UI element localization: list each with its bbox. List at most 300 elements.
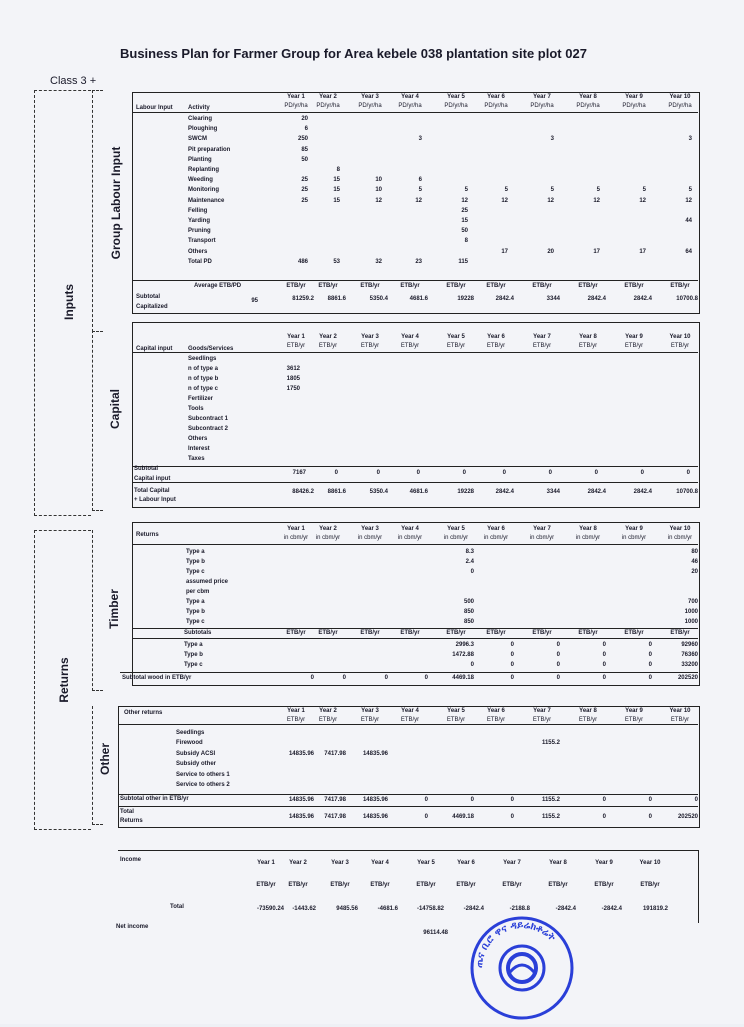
timber-unit-5: in cbm/yr <box>443 535 469 541</box>
other-year-6: Year 6 <box>487 708 505 714</box>
stamp-text: ጤና ቢሮ ዋና ዳይሬክቶሬት <box>473 919 558 969</box>
timber-unit-8: in cbm/yr <box>575 535 601 541</box>
capital-unit-5: ETB/yr <box>446 343 466 349</box>
capital-total-cell: 5350.4 <box>369 489 388 495</box>
timber-subtotal-label: Subtotal wood in ETB/yr <box>122 675 192 681</box>
labour-cell: 12 <box>461 197 468 204</box>
timber-value-cell: 2996.3 <box>455 642 474 648</box>
income-year: Year 5 <box>417 860 435 866</box>
timber-year-2: Year 2 <box>319 526 337 532</box>
other-subtotal-cell: 14835.96 <box>362 797 388 803</box>
other-row-label: Subsidy ACSI <box>176 750 216 757</box>
timber-year-9: Year 9 <box>625 526 643 532</box>
timber-etb-unit: ETB/yr <box>578 630 598 636</box>
labour-year-8: Year 8 <box>579 94 597 100</box>
labour-row-label: Planting <box>188 156 212 163</box>
income-total-cell: -2842.4 <box>463 906 484 912</box>
other-subtotal-cell: 0 <box>648 797 652 803</box>
labour-row-label: Felling <box>188 207 208 214</box>
net-income-label: Net income <box>116 924 149 930</box>
labour-cell: 25 <box>301 187 308 194</box>
timber-year-7: Year 7 <box>533 526 551 532</box>
labour-cell: 12 <box>547 197 554 204</box>
capital-cell: 1750 <box>286 386 300 392</box>
labour-cell: 5 <box>596 187 600 194</box>
timber-value-cell: 0 <box>602 642 606 648</box>
income-unit: ETB/yr <box>456 882 476 888</box>
labour-cell: 12 <box>501 197 508 204</box>
labour-cell: 85 <box>301 146 308 153</box>
capital-unit-6: ETB/yr <box>486 343 506 349</box>
capital-row-label: Interest <box>188 446 210 452</box>
labour-cell: 5 <box>642 187 646 194</box>
timber-year-10: Year 10 <box>669 526 691 532</box>
other-year-2: Year 2 <box>319 708 337 714</box>
capital-total-cell: 2842.4 <box>495 489 514 495</box>
labour-row-label: Transport <box>188 238 216 245</box>
labour-subtotal-cell: 2842.4 <box>587 296 606 302</box>
labour-cell: 12 <box>639 197 646 204</box>
svg-text:ጤና ቢሮ ዋና ዳይሬክቶሬት <box>474 920 558 968</box>
avg-value: 95 <box>251 298 258 304</box>
capital-total-cell: 10700.8 <box>676 489 698 495</box>
labour-col-head: Labour Input <box>136 105 173 111</box>
other-unit-8: ETB/yr <box>578 717 598 723</box>
labour-row-label: Weeding <box>188 177 213 184</box>
timber-etb-unit: ETB/yr <box>318 630 338 636</box>
labour-cell: 12 <box>415 197 422 204</box>
capital-subtotal-cell: 0 <box>334 470 338 476</box>
other-subtotal-cell: 0 <box>470 797 474 803</box>
labour-unit-10: PD/yr/ha <box>668 103 692 109</box>
timber-row-label: Type a <box>186 599 205 605</box>
timber-value-cell: 33200 <box>681 662 698 668</box>
total-returns-cell: 7417.98 <box>324 814 346 820</box>
capital-total-cell: 2842.4 <box>587 489 606 495</box>
other-unit-3: ETB/yr <box>360 717 380 723</box>
total-capital-label: Total Capital <box>134 488 170 494</box>
capital-total-cell: 2842.4 <box>633 489 652 495</box>
labour-year-5: Year 5 <box>447 94 465 100</box>
capital-unit-9: ETB/yr <box>624 343 644 349</box>
labour-cell: 6 <box>304 126 308 133</box>
timber-etb-unit: ETB/yr <box>670 630 690 636</box>
returns-col-head: Returns <box>136 532 159 538</box>
other-col-head: Other returns <box>124 710 163 716</box>
labour-unit-9: PD/yr/ha <box>622 103 646 109</box>
labour-year-9: Year 9 <box>625 94 643 100</box>
capital-unit-4: ETB/yr <box>400 343 420 349</box>
avg-unit: ETB/yr <box>670 283 690 289</box>
timber-subtotal-cell: 0 <box>510 675 514 681</box>
labour-subtotal-cell: 4681.6 <box>409 296 428 302</box>
income-total-cell: -73590.24 <box>256 906 284 912</box>
labour-cell: 17 <box>639 248 646 255</box>
timber-value-cell: 92960 <box>681 642 698 648</box>
timber-value-cell: 76360 <box>681 652 698 658</box>
timber-cell: 700 <box>687 599 698 605</box>
income-total-cell: 191819.2 <box>642 906 668 912</box>
total-returns-cell: 0 <box>424 814 428 820</box>
timber-unit-6: in cbm/yr <box>483 535 509 541</box>
labour-unit-4: PD/yr/ha <box>398 103 422 109</box>
labour-cell: 23 <box>415 258 422 265</box>
timber-values-line <box>132 638 698 639</box>
capital-subtotal-cell: 0 <box>686 470 690 476</box>
timber-value-cell: 0 <box>556 642 560 648</box>
timber-unit-1: in cbm/yr <box>283 535 309 541</box>
other-unit-2: ETB/yr <box>318 717 338 723</box>
capital-total-cell: 3344 <box>546 489 560 495</box>
labour-year-4: Year 4 <box>401 94 419 100</box>
other-unit-7: ETB/yr <box>532 717 552 723</box>
timber-etb-unit: ETB/yr <box>532 630 552 636</box>
total-returns-cell: 0 <box>648 814 652 820</box>
labour-cell: 15 <box>461 218 468 224</box>
timber-row-label: Type c <box>186 569 205 575</box>
timber-year-5: Year 5 <box>447 526 465 532</box>
other-row-label: Service to others 2 <box>176 782 230 788</box>
labour-header-line <box>132 112 698 113</box>
income-head: Income <box>120 857 142 863</box>
capital-year-3: Year 3 <box>361 334 379 340</box>
avg-unit: ETB/yr <box>446 283 466 289</box>
total-returns-cell: 1155.2 <box>541 814 560 820</box>
other-year-5: Year 5 <box>447 708 465 714</box>
labour-cell: 10 <box>375 177 382 184</box>
income-total-cell: -4681.6 <box>377 906 398 912</box>
income-unit: ETB/yr <box>370 882 390 888</box>
capital-row-label: n of type c <box>188 386 219 392</box>
class-label: Class 3 + <box>50 75 97 87</box>
capital-year-9: Year 9 <box>625 334 643 340</box>
avg-unit: ETB/yr <box>532 283 552 289</box>
capital-cell: 1805 <box>286 376 300 382</box>
labour-subtotal-cell: 3344 <box>546 296 560 302</box>
labour-year-3: Year 3 <box>361 94 379 100</box>
labour-cell: 53 <box>333 258 340 265</box>
timber-cell: 1000 <box>684 609 698 615</box>
capital-total-cell: 4681.6 <box>409 489 428 495</box>
labour-cell: 25 <box>301 197 308 204</box>
labour-cell: 15 <box>333 177 340 184</box>
timber-unit-4: in cbm/yr <box>397 535 423 541</box>
capital-row-label: Tools <box>188 406 204 412</box>
labour-cell: 486 <box>297 258 308 265</box>
avg-unit: ETB/yr <box>318 283 338 289</box>
capital-subtotal-cell: 0 <box>594 470 598 476</box>
income-total-cell: -2842.4 <box>601 906 622 912</box>
labour-cell: 15 <box>333 187 340 194</box>
other-row-label: Subsidy other <box>176 761 217 768</box>
avg-label: Average ETB/PD <box>194 283 242 289</box>
capital-year-6: Year 6 <box>487 334 505 340</box>
capital-frame <box>92 330 103 511</box>
income-unit: ETB/yr <box>502 882 522 888</box>
income-unit: ETB/yr <box>548 882 568 888</box>
timber-value-cell: 0 <box>648 642 652 648</box>
labour-subtotal-cell: 2842.4 <box>633 296 652 302</box>
other-year-8: Year 8 <box>579 708 597 714</box>
timber-cell: 1000 <box>684 619 698 625</box>
total-capital-label2: + Labour Input <box>134 497 176 503</box>
labour-cell: 25 <box>461 207 468 214</box>
labour-cell: 115 <box>458 258 468 265</box>
income-year: Year 6 <box>457 860 475 866</box>
capital-unit-10: ETB/yr <box>670 343 690 349</box>
firewood-y7: 1155.2 <box>541 740 560 746</box>
labour-cell: 64 <box>685 248 692 255</box>
timber-subtotal-line <box>120 672 698 673</box>
other-row-label: Firewood <box>176 740 203 747</box>
labour-cell: 44 <box>685 218 692 224</box>
labour-row-label: Monitoring <box>188 187 219 194</box>
capital-subtotal-cell: 0 <box>548 470 552 476</box>
other-row-label: Seedlings <box>176 730 205 736</box>
labour-row-label: Clearing <box>188 116 213 122</box>
capital-row-label: Subcontract 1 <box>188 416 229 422</box>
timber-cell: 8.3 <box>465 549 474 555</box>
total-returns-cell: 4469.18 <box>452 814 474 820</box>
income-year: Year 10 <box>639 860 661 866</box>
capital-row-label: Fertilizer <box>188 396 214 402</box>
capital-year-10: Year 10 <box>669 334 691 340</box>
labour-subtotal-cell: 10700.8 <box>676 296 698 302</box>
labour-total-line <box>132 280 698 281</box>
subsidy-cell: 14835.96 <box>362 751 388 757</box>
capital-year-4: Year 4 <box>401 334 419 340</box>
total-returns-cell: 0 <box>510 814 514 820</box>
other-year-10: Year 10 <box>669 708 691 714</box>
labour-row-label: SWCM <box>188 136 207 143</box>
other-row-label: Service to others 1 <box>176 771 230 778</box>
income-year: Year 1 <box>257 860 275 866</box>
other-subtotal-line <box>118 794 698 795</box>
labour-frame <box>92 90 103 332</box>
timber-value-cell: 1472.88 <box>452 652 474 658</box>
timber-value-cell: 0 <box>510 662 514 668</box>
timber-cell: 500 <box>463 599 474 605</box>
timber-subtotal-cell: 0 <box>310 675 314 681</box>
income-unit: ETB/yr <box>288 882 308 888</box>
timber-cell: 850 <box>463 619 474 625</box>
capital-year-8: Year 8 <box>579 334 597 340</box>
timber-value-cell: 0 <box>510 652 514 658</box>
timber-value-label: Type a <box>184 642 203 648</box>
labour-row-label: Total PD <box>188 258 212 265</box>
capital-input-label: Capital input <box>134 476 171 482</box>
timber-value-label: Type b <box>184 652 203 658</box>
income-unit: ETB/yr <box>256 882 276 888</box>
timber-unit-2: in cbm/yr <box>315 535 341 541</box>
other-unit-1: ETB/yr <box>286 717 306 723</box>
income-total-cell: -1443.62 <box>292 906 316 912</box>
capital-year-2: Year 2 <box>319 334 337 340</box>
timber-subtotal-cell: 0 <box>648 675 652 681</box>
capital-unit-7: ETB/yr <box>532 343 552 349</box>
timber-cell: 2.4 <box>465 559 474 565</box>
other-subtotal-cell: 7417.98 <box>324 797 346 803</box>
income-total-cell: 9485.56 <box>336 906 358 912</box>
labour-subtotal-cell: 5350.4 <box>369 296 388 302</box>
income-unit: ETB/yr <box>416 882 436 888</box>
labour-cell: 5 <box>688 187 692 194</box>
capital-row-label: Taxes <box>188 456 205 462</box>
labour-cell: 17 <box>593 248 600 255</box>
timber-value-cell: 0 <box>470 662 474 668</box>
capital-subtotal-label: Subtotal <box>134 466 158 472</box>
labour-cell: 20 <box>301 116 308 122</box>
total-returns-line <box>118 806 698 807</box>
labour-cell: 20 <box>547 248 554 255</box>
other-year-3: Year 3 <box>361 708 379 714</box>
income-year: Year 7 <box>503 860 521 866</box>
labour-section-label: Group Labour Input <box>109 146 123 260</box>
other-unit-9: ETB/yr <box>624 717 644 723</box>
labour-subtotal-cell: 2842.4 <box>495 296 514 302</box>
timber-subtotal-cell: 202520 <box>677 675 698 681</box>
capital-total-cell: 19228 <box>457 489 474 495</box>
timber-subtotal-cell: 0 <box>384 675 388 681</box>
labour-cell: 12 <box>593 197 600 204</box>
timber-cell: 0 <box>470 569 474 575</box>
timber-year-3: Year 3 <box>361 526 379 532</box>
timber-year-4: Year 4 <box>401 526 419 532</box>
labour-unit-8: PD/yr/ha <box>576 103 600 109</box>
capital-row-label: Subcontract 2 <box>188 426 229 432</box>
other-year-9: Year 9 <box>625 708 643 714</box>
timber-row-label: assumed price <box>186 579 229 585</box>
total-returns-label: Total <box>120 809 134 815</box>
timber-value-cell: 0 <box>510 642 514 648</box>
emblem-icon <box>462 912 580 1022</box>
labour-unit-2: PD/yr/ha <box>316 103 340 109</box>
capital-cell: 3612 <box>286 366 300 372</box>
official-stamp <box>462 912 580 1022</box>
labour-row-label: Maintenance <box>188 197 225 204</box>
total-returns-label2: Returns <box>120 818 143 824</box>
timber-unit-10: in cbm/yr <box>667 535 693 541</box>
labour-subtotal-cell: 8861.6 <box>327 296 346 302</box>
labour-unit-5: PD/yr/ha <box>444 103 468 109</box>
income-year: Year 8 <box>549 860 567 866</box>
labour-row-label: Pruning <box>188 228 211 235</box>
other-unit-6: ETB/yr <box>486 717 506 723</box>
labour-cell: 17 <box>501 248 508 255</box>
timber-etb-unit: ETB/yr <box>624 630 644 636</box>
other-section-label: Other <box>98 743 112 776</box>
labour-cell: 8 <box>464 238 468 245</box>
timber-value-cell: 0 <box>648 652 652 658</box>
income-total-cell: -2842.4 <box>555 906 576 912</box>
capital-unit-3: ETB/yr <box>360 343 380 349</box>
labour-cell: 10 <box>375 187 382 194</box>
capital-subtotal-cell: 0 <box>416 470 420 476</box>
capital-year-5: Year 5 <box>447 334 465 340</box>
labour-cell: 15 <box>333 197 340 204</box>
labour-year-10: Year 10 <box>669 94 691 100</box>
labour-year-6: Year 6 <box>487 94 505 100</box>
labour-cell: 25 <box>301 177 308 184</box>
income-unit: ETB/yr <box>640 882 660 888</box>
capital-unit-2: ETB/yr <box>318 343 338 349</box>
capital-row-label: n of type a <box>188 366 219 372</box>
timber-frame <box>92 530 103 691</box>
labour-cell: 50 <box>461 228 468 235</box>
other-year-4: Year 4 <box>401 708 419 714</box>
other-subtotal-cell: 14835.96 <box>288 797 314 803</box>
timber-value-cell: 0 <box>556 662 560 668</box>
timber-row-label: per cbm <box>186 589 210 595</box>
income-year: Year 9 <box>595 860 613 866</box>
total-returns-cell: 14835.96 <box>362 814 388 820</box>
avg-unit: ETB/yr <box>286 283 306 289</box>
labour-cell: 6 <box>418 177 422 184</box>
labour-cell: 5 <box>504 187 508 194</box>
avg-unit: ETB/yr <box>360 283 380 289</box>
other-unit-10: ETB/yr <box>670 717 690 723</box>
timber-etb-unit: ETB/yr <box>486 630 506 636</box>
net-income-value: 96114.48 <box>423 930 448 936</box>
timber-subtotal-cell: 0 <box>602 675 606 681</box>
other-year-1: Year 1 <box>287 708 305 714</box>
income-unit: ETB/yr <box>330 882 350 888</box>
other-subtotal-label: Subtotal other in ETB/yr <box>120 796 189 802</box>
labour-row-label: Ploughing <box>188 126 218 133</box>
capital-subtotal-cell: 7167 <box>292 470 306 476</box>
labour-unit-6: PD/yr/ha <box>484 103 508 109</box>
timber-etb-unit: ETB/yr <box>286 630 306 636</box>
labour-cell: 3 <box>550 136 554 143</box>
labour-unit-7: PD/yr/ha <box>530 103 554 109</box>
timber-value-label: Type c <box>184 662 203 668</box>
other-subtotal-cell: 0 <box>510 797 514 803</box>
other-header-line <box>118 724 698 725</box>
total-returns-cell: 14835.96 <box>288 814 314 820</box>
capital-subtotal-cell: 0 <box>376 470 380 476</box>
labour-subtotal-cell: 19228 <box>457 296 474 302</box>
other-unit-4: ETB/yr <box>400 717 420 723</box>
capital-row-label: Others <box>188 436 208 442</box>
other-subtotal-cell: 1155.2 <box>541 797 560 803</box>
labour-cell: 250 <box>297 136 308 143</box>
avg-unit: ETB/yr <box>486 283 506 289</box>
labour-unit-3: PD/yr/ha <box>358 103 382 109</box>
capital-subtotal-cell: 0 <box>502 470 506 476</box>
timber-cell: 20 <box>691 569 698 575</box>
capitalized-label: Capitalized <box>136 304 168 310</box>
timber-unit-3: in cbm/yr <box>357 535 383 541</box>
income-year: Year 2 <box>289 860 307 866</box>
labour-cell: 8 <box>336 167 340 173</box>
timber-subtotals-line <box>132 628 698 629</box>
capital-unit-1: ETB/yr <box>286 343 306 349</box>
income-year: Year 3 <box>331 860 349 866</box>
timber-row-label: Type a <box>186 549 205 555</box>
subtotals-label: Subtotals <box>184 630 212 636</box>
labour-cell: 5 <box>550 187 554 194</box>
labour-row-label: Pit preparation <box>188 146 231 153</box>
capital-total-cell: 8861.6 <box>327 489 346 495</box>
capital-subtotal-line <box>132 466 698 467</box>
labour-subtotal-cell: 81259.2 <box>292 296 314 302</box>
capital-col-head: Capital input <box>136 346 173 352</box>
labour-cell: 50 <box>301 156 308 163</box>
timber-cell: 850 <box>463 609 474 615</box>
timber-year-8: Year 8 <box>579 526 597 532</box>
other-subtotal-cell: 0 <box>694 797 698 803</box>
labour-cell: 32 <box>375 258 382 265</box>
